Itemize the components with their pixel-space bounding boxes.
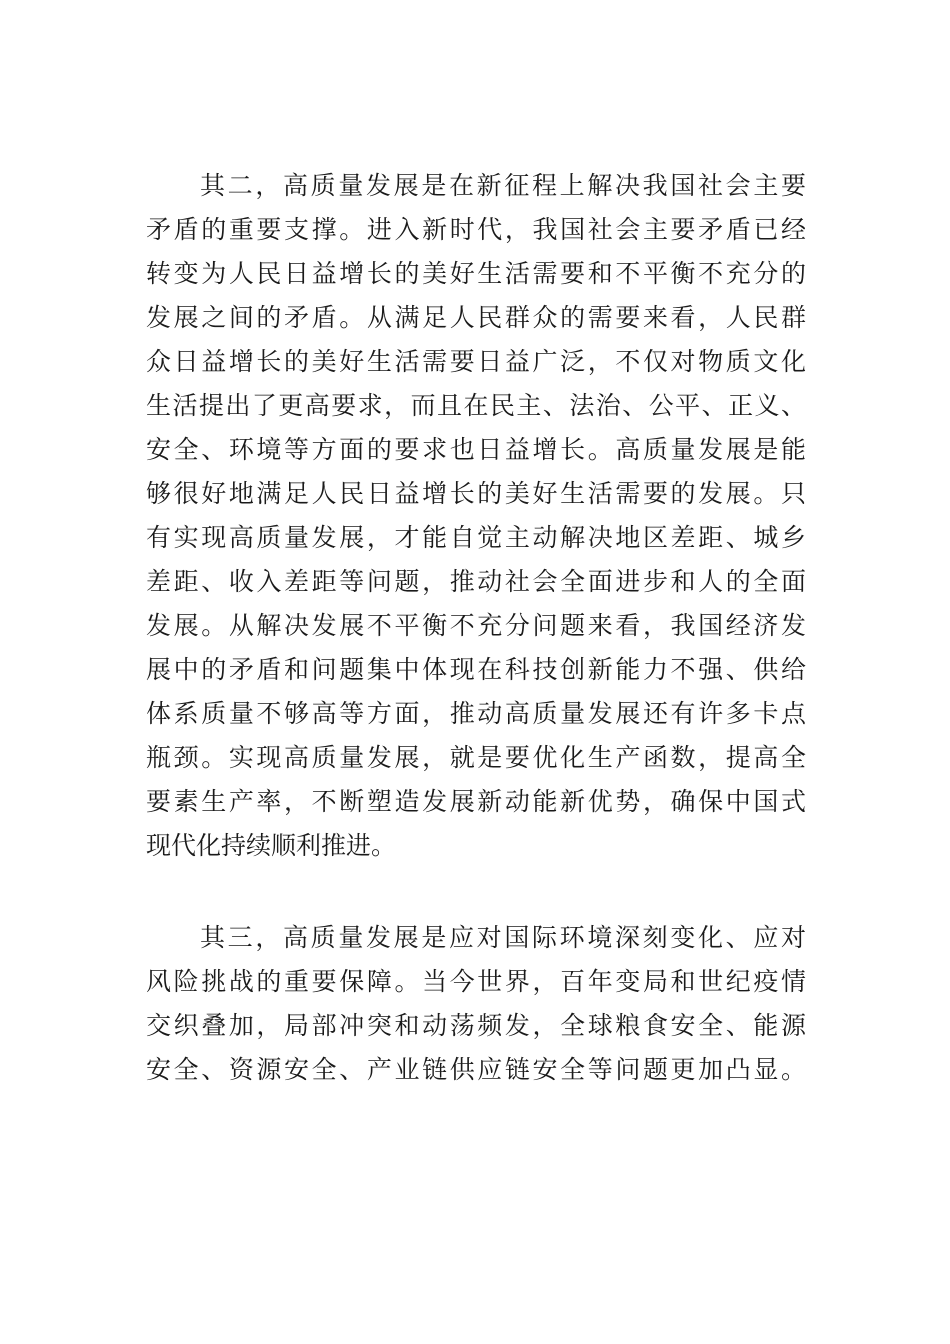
paragraph-three (146, 916, 806, 1092)
text-line: 交织叠加，局部冲突和动荡频发，全球粮食安全、能源 (146, 1011, 806, 1040)
text-line: 风险挑战的重要保障。当今世界，百年变局和世纪疫情 (146, 967, 806, 996)
text-line: 其二，高质量发展是在新征程上解决我国社会主要 (200, 171, 806, 200)
text-line: 其三，高质量发展是应对国际环境深刻变化、应对 (200, 923, 806, 952)
text-line: 转变为人民日益增长的美好生活需要和不平衡不充分的 (146, 259, 806, 288)
text-line: 安全、资源安全、产业链供应链安全等问题更加凸显。 (146, 1055, 806, 1084)
text-line: 有实现高质量发展，才能自觉主动解决地区差距、城乡 (146, 523, 806, 552)
text-line: 矛盾的重要支撑。进入新时代，我国社会主要矛盾已经 (146, 215, 806, 244)
text-line: 要素生产率，不断塑造发展新动能新优势，确保中国式 (146, 787, 806, 816)
text-line: 够很好地满足人民日益增长的美好生活需要的发展。只 (146, 479, 806, 508)
text-line: 差距、收入差距等问题，推动社会全面进步和人的全面 (146, 567, 806, 596)
text-line: 生活提出了更高要求，而且在民主、法治、公平、正义、 (146, 391, 806, 420)
text-line: 瓶颈。实现高质量发展，就是要优化生产函数，提高全 (146, 743, 806, 772)
paragraph-two (146, 164, 806, 868)
text-line: 众日益增长的美好生活需要日益广泛，不仅对物质文化 (146, 347, 806, 376)
text-line: 发展。从解决发展不平衡不充分问题来看，我国经济发 (146, 611, 806, 640)
text-line: 现代化持续顺利推进。 (146, 831, 397, 860)
text-line: 体系质量不够高等方面，推动高质量发展还有许多卡点 (146, 699, 806, 728)
text-line: 安全、环境等方面的要求也日益增长。高质量发展是能 (146, 435, 806, 464)
text-line: 展中的矛盾和问题集中体现在科技创新能力不强、供给 (146, 655, 806, 684)
text-line: 发展之间的矛盾。从满足人民群众的需要来看，人民群 (146, 303, 806, 332)
